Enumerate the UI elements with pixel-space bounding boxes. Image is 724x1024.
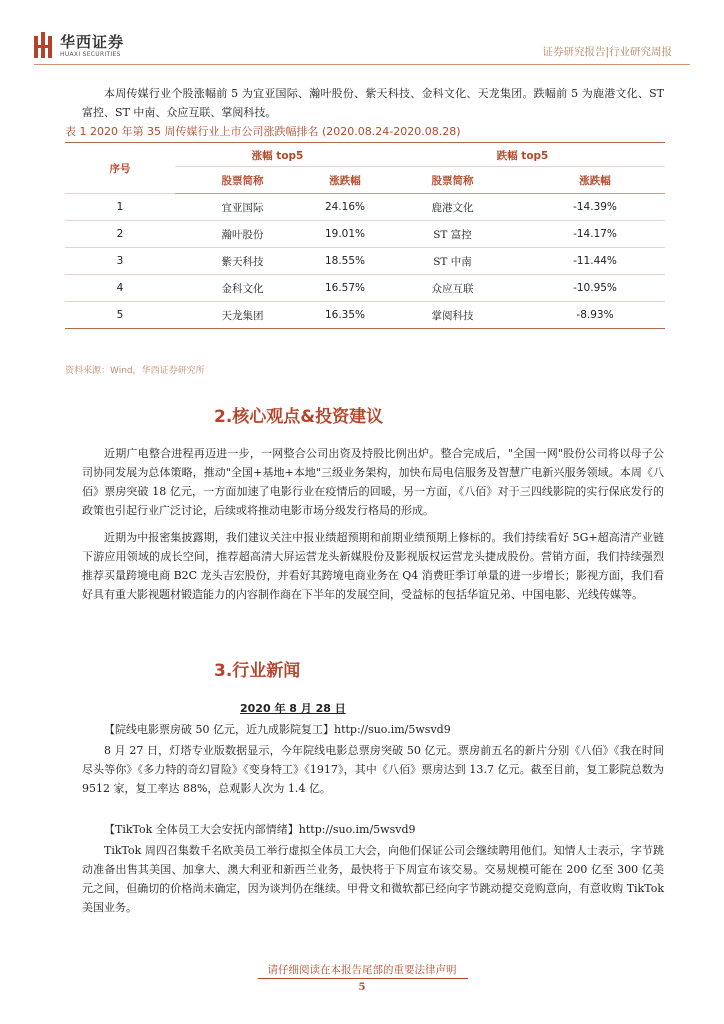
logo-name-cn: 华西证券 (60, 33, 125, 51)
legal-notice: 请仔细阅读在本报告尾部的重要法律声明 (267, 964, 457, 976)
cell-gain-name: 宜亚国际 (175, 194, 310, 221)
cell-gain-name: 紫天科技 (175, 248, 310, 275)
section-2-paragraph-2: 近期为中报密集披露期，我们建议关注中报业绩超预期和前期业绩预期上修标的。我们持续看好 5G+超高清产业链下游应用领域的成长空间，推荐超高清大屏运营龙头新媒股份及影视版权运营龙头捷成股份。营销方面，我们持续强烈推荐买量跨境电商 B2C 龙头吉宏股份，并看好其跨境电商业务在 Q4 消费旺季订单量的进一步增长；影视方面，我们看好具有重大影视题材锻造能力的内容制作商在下半年的发展空间，受益标的包括华谊兄弟、中国电影、光线传媒等。 (82, 531, 664, 601)
huaxi-logo-icon (34, 32, 52, 58)
news-1-title[interactable]: 【院线电影票房破 50 亿元，近九成影院复工】http://suo.im/5wsvd9 (104, 723, 451, 736)
table-row (65, 302, 665, 329)
cell-gain-name: 金科文化 (175, 275, 310, 302)
header-loss-stock: 股票简称 (380, 167, 525, 194)
page-number: 5 (358, 982, 366, 993)
table-top-rule (65, 142, 665, 143)
page-header (0, 0, 724, 75)
header-divider (34, 64, 690, 65)
cell-loss-pct: -11.44% (525, 248, 665, 275)
table-row (65, 248, 665, 275)
cell-rank: 5 (65, 302, 175, 329)
header-rank: 序号 (65, 144, 175, 194)
report-type: 证券研究报告|行业研究周报 (542, 46, 672, 58)
cell-gain-name: 天龙集团 (175, 302, 310, 329)
cell-loss-pct: -14.39% (525, 194, 665, 221)
table-row (65, 275, 665, 302)
cell-loss-name: 掌阅科技 (380, 302, 525, 329)
news-1 (82, 720, 664, 798)
intro-paragraph (82, 84, 664, 122)
cell-rank: 1 (65, 194, 175, 221)
news-2-body: TikTok 周四召集数千名欧美员工举行虚拟全体员工大会，向他们保证公司会继续聘用他们。知情人士表示，字节跳动准备出售其美国、加拿大、澳大利亚和新西兰业务，最快将于下周宣布该交易。交易规模可能在 200 亿至 300 亿美元之间，但确切的价格尚未确定，因为谈判仍在继续。甲骨文和微软都已经向字节跳动提交竞购意向，有意收购 TikTok 美国业务。 (82, 844, 664, 914)
table-caption: 表 1 2020 年第 35 周传媒行业上市公司涨跌幅排名 (2020.08.24-2020.08.28) (65, 125, 461, 138)
header-gain-stock: 股票简称 (175, 167, 310, 194)
cell-rank: 4 (65, 275, 175, 302)
news-2 (82, 820, 664, 917)
cell-rank: 3 (65, 248, 175, 275)
cell-gain-pct: 24.16% (310, 194, 380, 221)
section-2-body (82, 444, 664, 604)
cell-loss-name: 众应互联 (380, 275, 525, 302)
header-loss-group: 跌幅 top5 (380, 144, 665, 167)
section-3-title: 3.行业新闻 (214, 661, 301, 681)
news-2-title[interactable]: 【TikTok 全体员工大会安抚内部情绪】http://suo.im/5wsvd9 (104, 823, 416, 836)
cell-loss-pct: -8.93% (525, 302, 665, 329)
table-row (65, 221, 665, 248)
header-loss-change: 涨跌幅 (525, 167, 665, 194)
intro-text: 本周传媒行业个股涨幅前 5 为宜亚国际、瀚叶股份、紫天科技、金科文化、天龙集团。跌幅前 5 为鹿港文化、ST 富控、ST 中南、众应互联、掌阅科技。 (82, 87, 664, 119)
news-date: 2020 年 8 月 28 日 (240, 702, 346, 715)
header-gain-group: 涨幅 top5 (175, 144, 380, 167)
cell-gain-pct: 16.57% (310, 275, 380, 302)
cell-gain-pct: 18.55% (310, 248, 380, 275)
cell-loss-name: 鹿港文化 (380, 194, 525, 221)
section-2-title: 2.核心观点&投资建议 (214, 407, 384, 427)
ranking-table (65, 144, 665, 329)
news-1-body: 8 月 27 日，灯塔专业版数据显示，今年院线电影总票房突破 50 亿元。票房前五名的新片分别《八佰》《我在时间尽头等你》《多力特的奇幻冒险》《变身特工》《1917》，其中《八佰》票房达到 13.7 亿元。截至目前，复工影院总数为 9512 家，复工率达 88%，总观影人次为 1.4 亿。 (82, 744, 664, 795)
cell-loss-name: ST 富控 (380, 221, 525, 248)
header-gain-change: 涨跌幅 (310, 167, 380, 194)
table-source: 资料来源：Wind，华西证券研究所 (65, 366, 205, 376)
cell-gain-pct: 19.01% (310, 221, 380, 248)
cell-rank: 2 (65, 221, 175, 248)
footer-underline (258, 978, 468, 979)
cell-loss-pct: -10.95% (525, 275, 665, 302)
cell-gain-name: 瀚叶股份 (175, 221, 310, 248)
cell-gain-pct: 16.35% (310, 302, 380, 329)
section-2-paragraph-1: 近期广电整合进程再迈进一步，一网整合公司出资及持股比例出炉。整合完成后，"全国一网"股份公司将以母子公司协同发展为总体策略，推动"全国+基地+本地"三级业务架构，加快布局电信服务及智慧广电新兴服务领域。本周《八佰》票房突破 18 亿元，一方面加速了电影行业在疫情后的回暖，另一方面，《八佰》对于三四线影院的实行保底发行的政策也引起行业广泛讨论，后续或将推动电影市场分级发行格局的形成。 (82, 447, 664, 517)
cell-loss-name: ST 中南 (380, 248, 525, 275)
logo-name-en: HUAXI SECURITIES (60, 51, 121, 58)
table-row (65, 194, 665, 221)
cell-loss-pct: -14.17% (525, 221, 665, 248)
